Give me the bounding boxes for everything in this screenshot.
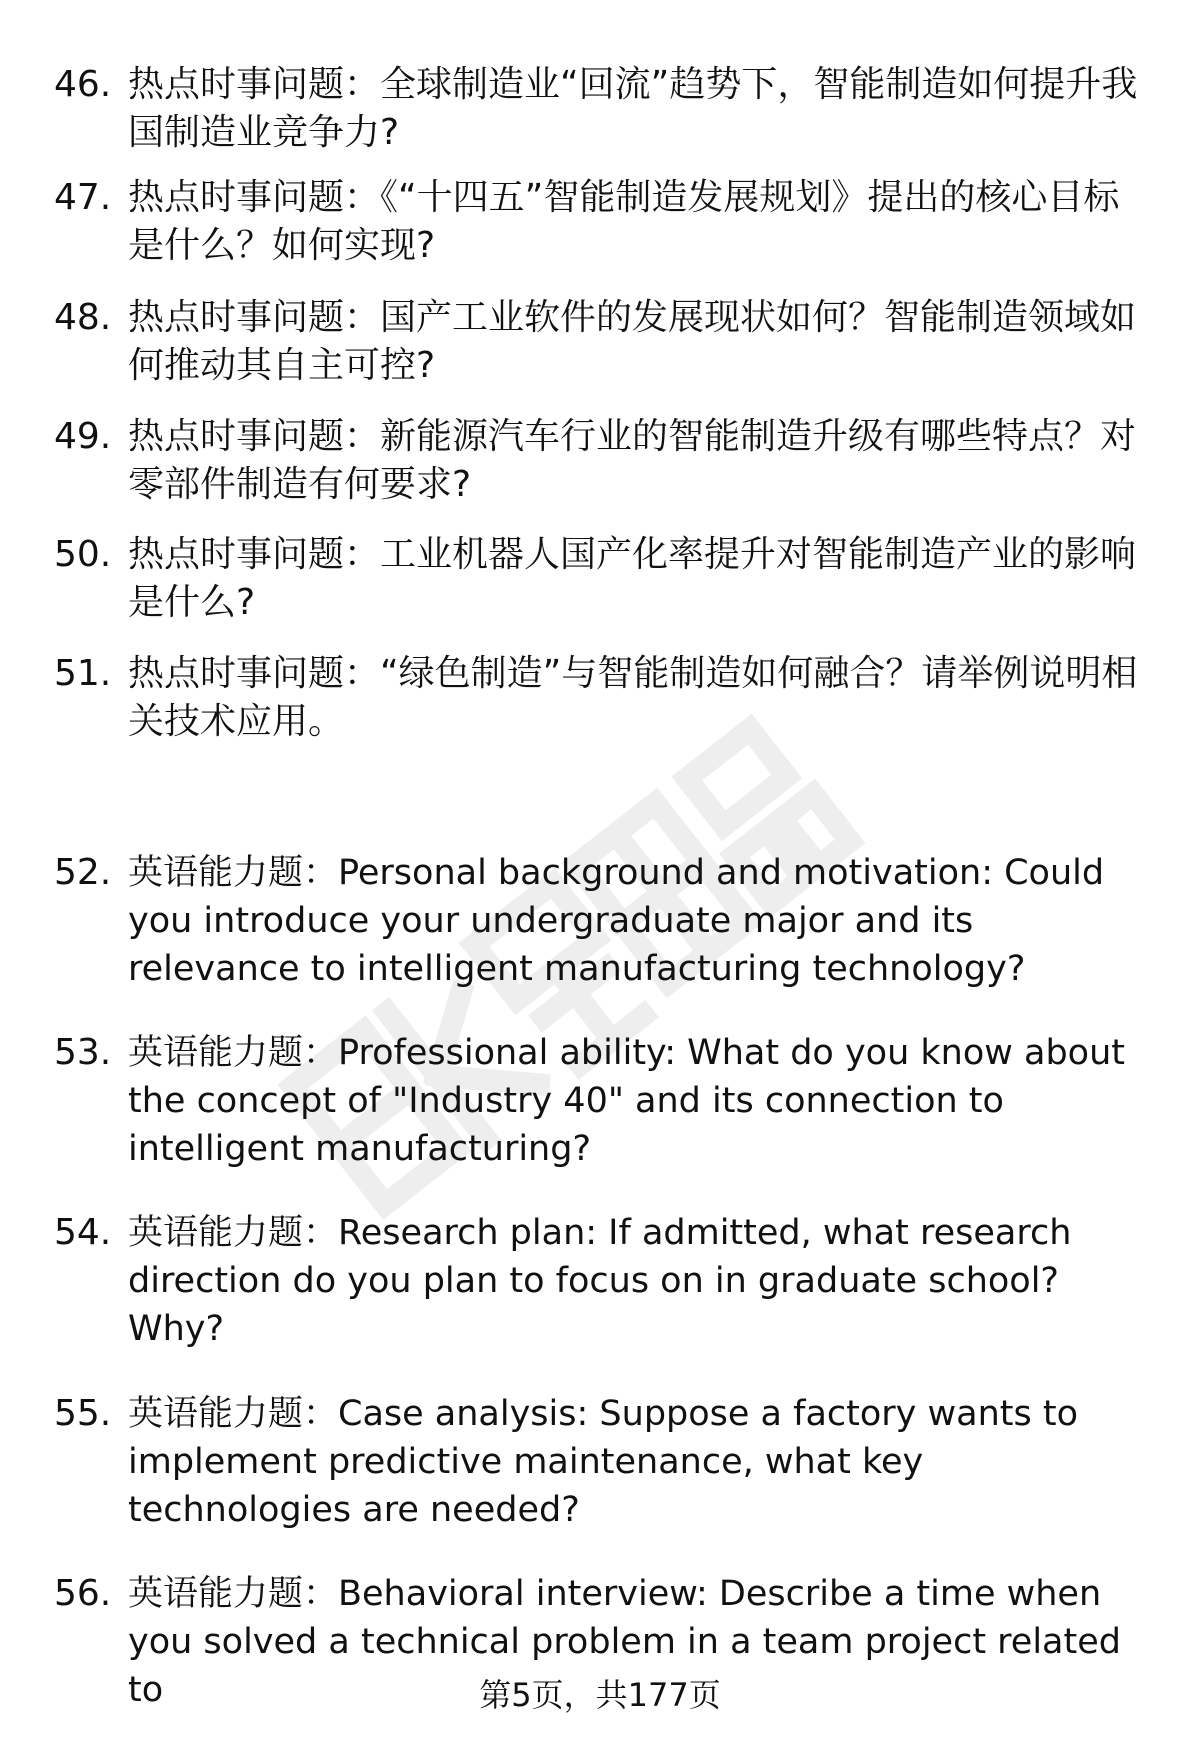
question-text: Behavioral interview: Describe a time when you solved a technical problem in a team project related to [128, 1574, 1121, 1710]
question-number: 51. [54, 653, 112, 694]
question-number: 52. [54, 852, 112, 893]
question-category: 热点时事问题： [128, 416, 381, 457]
question-number: 56. [54, 1573, 112, 1614]
question-text: 全球制造业“回流”趋势下，智能制造如何提升我国制造业竞争力? [128, 64, 1138, 153]
question-category: 热点时事问题： [128, 64, 381, 105]
question-number: 48. [54, 297, 112, 338]
question-text: 《“十四五”智能制造发展规划》提出的核心目标是什么？如何实现? [128, 177, 1120, 266]
question-number: 49. [54, 416, 112, 457]
question-text: 国产工业软件的发展现状如何？智能制造领域如何推动其自主可控? [128, 297, 1137, 386]
question-text: 工业机器人国产化率提升对智能制造产业的影响是什么? [128, 534, 1137, 623]
page-number: 第5页，共177页 [479, 1676, 721, 1714]
question-number: 53. [54, 1032, 112, 1073]
question-category: 英语能力题： [128, 1033, 339, 1073]
question-category: 热点时事问题： [128, 297, 381, 338]
question-number: 55. [54, 1393, 112, 1434]
question-text: Personal background and motivation: Could you introduce your undergraduate major and its relevance to intelligent manufacturing technology? [128, 853, 1105, 989]
question-category: 热点时事问题： [128, 534, 381, 575]
question-number: 54. [54, 1212, 112, 1253]
question-category: 英语能力题： [128, 1394, 339, 1434]
question-text: Case analysis: Suppose a factory wants to implement predictive maintenance, what key technologies are needed? [128, 1394, 1078, 1530]
question-category: 英语能力题： [128, 853, 339, 893]
question-text: Professional ability: What do you know about the concept of "Industry 40" and its connection to intelligent manufacturing? [128, 1033, 1126, 1169]
question-text: 新能源汽车行业的智能制造升级有哪些特点？对零部件制造有何要求? [128, 416, 1137, 505]
question-category: 英语能力题： [128, 1574, 339, 1614]
question-text: Research plan: If admitted, what research direction do you plan to focus on in graduate school? Why? [128, 1213, 1072, 1349]
question-number: 47. [54, 177, 112, 218]
question-number: 46. [54, 64, 112, 105]
question-text: “绿色制造”与智能制造如何融合？请举例说明相关技术应用。 [128, 653, 1138, 742]
question-number: 50. [54, 534, 112, 575]
question-category: 热点时事问题： [128, 653, 381, 694]
question-category: 英语能力题： [128, 1213, 339, 1253]
question-category: 热点时事问题： [128, 177, 381, 218]
